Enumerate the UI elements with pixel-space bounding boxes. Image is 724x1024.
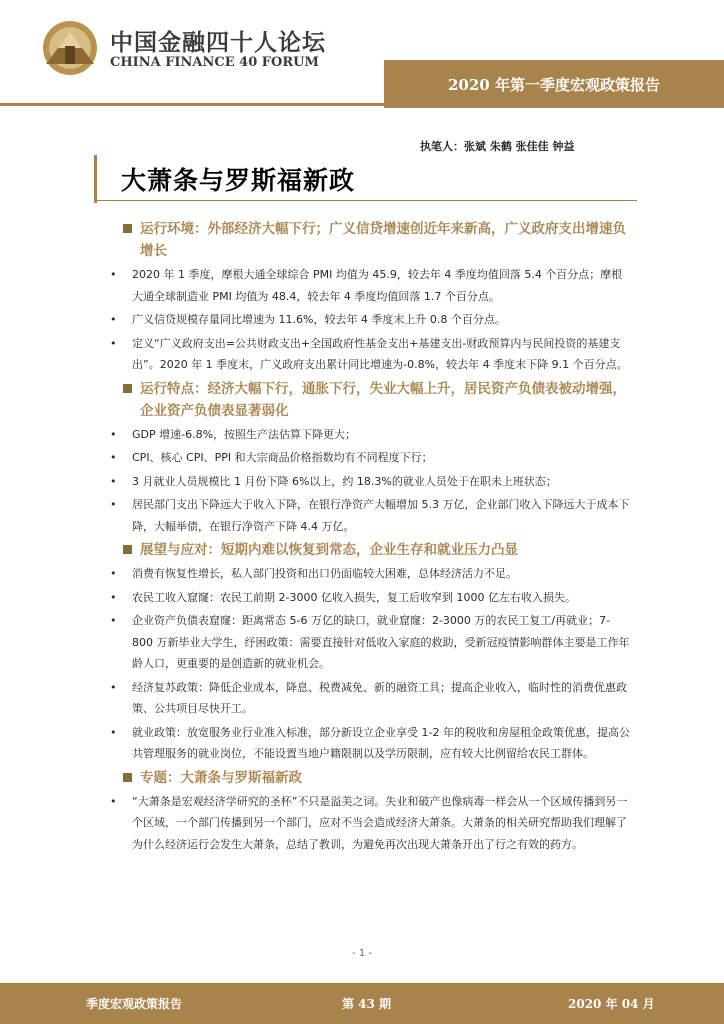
footer-issue: 第 43 期 (342, 997, 392, 1011)
footer-report-name: 季度宏观政策报告 (86, 997, 183, 1011)
title-underline (97, 200, 637, 201)
list-item: • 农民工收入窟窿：农民工前期 2-3000 亿收入损失，复工后收窄到 1000 亿左右收入损失。 (110, 587, 630, 609)
logo-english-text: CHINA FINANCE 40 FORUM (110, 55, 319, 70)
square-bullet-icon (123, 224, 132, 233)
bullet-icon: • (110, 474, 117, 488)
list-item: • 消费有恢复性增长，私人部门投资和出口仍面临较大困难，总体经济活力不足。 (110, 563, 630, 585)
list-item: • 3 月就业人员规模比 1 月份下降 6%以上，约 18.3%的就业人员处于在职未上班状态； (110, 471, 630, 493)
list-item: • 居民部门支出下降远大于收入下降，在银行净资产大幅增加 5.3 万亿，企业部门收入下降远大于成本下降，大幅举债，在银行净资产下降 4.4 万亿。 (110, 494, 630, 537)
list-item: • “大萧条是宏观经济学研究的圣杯”不只是溢美之词。失业和破产也像病毒一样会从一个区域传播到另一个区域，一个部门传播到另一个部门，应对不当会造成经济大萧条。大萧条的相关研究帮助我们理解了为什么经济运行会发生大萧条，总结了教训，为避免再次出现大萧条开出了行之有效的药方。 (110, 791, 630, 856)
bullet-icon: • (110, 427, 117, 441)
bullet-icon: • (110, 680, 117, 694)
section-heading: 展望与应对：短期内难以恢复到常态，企业生存和就业压力凸显 (110, 539, 630, 561)
header-divider (0, 103, 724, 106)
footer-bar (0, 983, 724, 1024)
section-heading: 运行环境：外部经济大幅下行；广义信贷增速创近年来新高，广义政府支出增速负增长 (110, 218, 630, 262)
logo-chinese-text: 中国金融四十人论坛 (110, 29, 326, 56)
list-item: • 经济复苏政策：降低企业成本，降息、税费减免、新的融资工具；提高企业收入，临时性的消费优惠政策、公共项目尽快开工。 (110, 677, 630, 720)
bullet-icon: • (110, 336, 117, 350)
forum-logo-icon (38, 18, 102, 78)
list-item: • 2020 年 1 季度，摩根大通全球综合 PMI 均值为 45.9，较去年 4 季度均值回落 5.4 个百分点；摩根大通全球制造业 PMI 均值为 48.4，较去年 4 季度均值回落 1.7 个百分点。 (110, 264, 630, 307)
section-heading: 专题：大萧条与罗斯福新政 (110, 767, 630, 789)
section-heading: 运行特点：经济大幅下行，通胀下行，失业大幅上升，居民资产负债表被动增强，企业资产负债表显著弱化 (110, 378, 630, 422)
bullet-icon: • (110, 313, 117, 326)
list-item: • GDP 增速-6.8%，按照生产法估算下降更大； (110, 424, 630, 446)
bullet-icon: • (110, 567, 117, 580)
bullet-icon: • (110, 498, 117, 511)
page-title: 大萧条与罗斯福新政 (121, 166, 356, 195)
list-item: • 就业政策：放宽服务业行业准入标准，部分新设立企业享受 1-2 年的税收和房屋租金政策优惠，提高公共管理服务的就业岗位，不能设置当地户籍限制以及学历限制，应有较大比例留给农民工群体。 (110, 722, 630, 765)
report-title: 2020 年第一季度宏观政策报告 (448, 75, 660, 94)
square-bullet-icon (123, 773, 132, 782)
report-content (110, 218, 630, 857)
list-item: • 定义“广义政府支出=公共财政支出+全国政府性基金支出+基建支出-财政预算内与民间投资的基建支出”。2020 年 1 季度末，广义政府支出累计同比增速为-0.8%，较去年 4 季度末下降 9.1 个百分点。 (110, 333, 630, 376)
bullet-icon: • (110, 268, 117, 281)
report-title-banner (384, 60, 724, 108)
bullet-icon: • (110, 614, 117, 627)
square-bullet-icon (123, 545, 132, 554)
bullet-icon: • (110, 794, 117, 808)
title-block (94, 155, 637, 203)
list-item: • 广义信贷规模存量同比增速为 11.6%，较去年 4 季度末上升 0.8 个百分点。 (110, 309, 630, 331)
page-number: - 1 - (352, 948, 372, 959)
list-item: • 企业资产负债表窟窿：距离常态 5-6 万亿的缺口，就业窟窿：2-3000 万的农民工复工/再就业；7-800 万新毕业大学生，纾困政策：需要直接针对低收入家庭的救助，受新冠疫情影响群体主要是工作年龄人口，更重要的是创造新的就业机会。 (110, 610, 630, 675)
list-item: • CPI、核心 CPI、PPI 和大宗商品价格指数均有不同程度下行； (110, 447, 630, 469)
bullet-icon: • (110, 451, 117, 464)
square-bullet-icon (123, 384, 132, 393)
footer-date: 2020 年 04 月 (568, 997, 655, 1011)
bullet-icon: • (110, 590, 117, 604)
authors: 执笔人：张斌 朱鹤 张佳佳 钟益 (420, 140, 575, 153)
bullet-icon: • (110, 725, 117, 739)
